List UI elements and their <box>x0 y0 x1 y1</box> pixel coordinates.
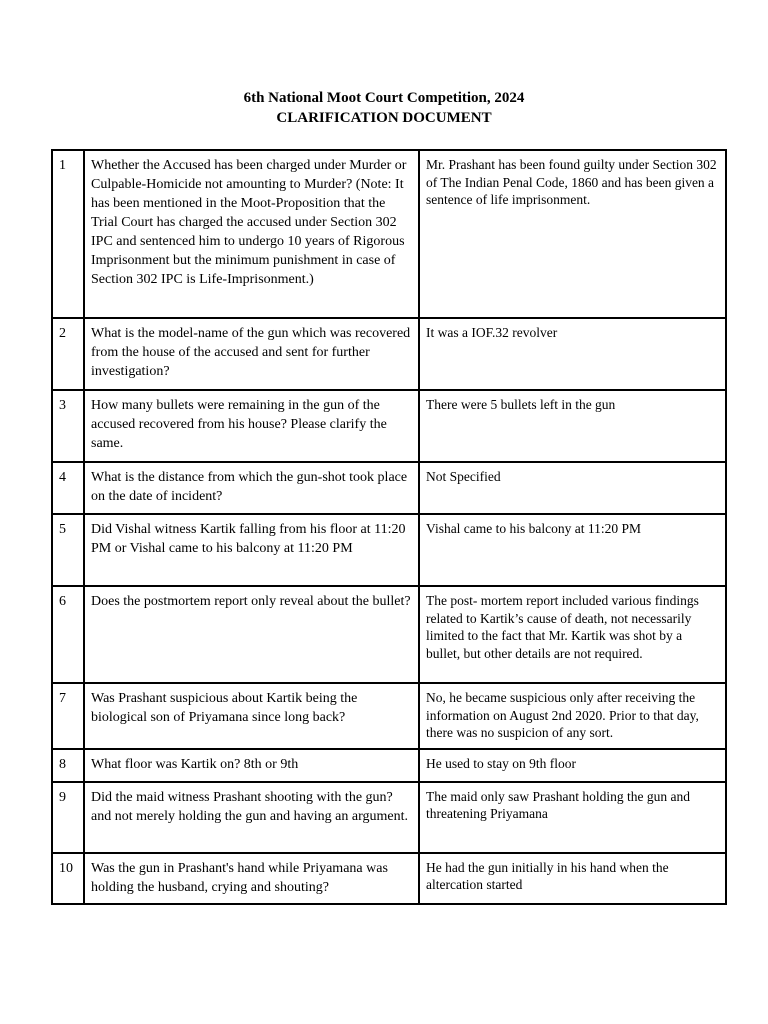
table-row <box>52 390 726 462</box>
answer-cell: There were 5 bullets left in the gun <box>419 390 726 462</box>
question-cell: How many bullets were remaining in the gun of the accused recovered from his house? Please clarify the same. <box>84 390 419 462</box>
row-number: 9 <box>52 782 84 853</box>
answer-cell: Mr. Prashant has been found guilty under Section 302 of The Indian Penal Code, 1860 and has been given a sentence of life imprisonment. <box>419 150 726 318</box>
table-row <box>52 318 726 390</box>
table-row <box>52 150 726 318</box>
row-number: 6 <box>52 586 84 683</box>
row-number: 1 <box>52 150 84 318</box>
answer-cell: Not Specified <box>419 462 726 514</box>
table-row <box>52 586 726 683</box>
question-cell: What floor was Kartik on? 8th or 9th <box>84 749 419 782</box>
clarification-table <box>51 149 727 905</box>
answer-cell: No, he became suspicious only after receiving the information on August 2nd 2020. Prior to that day, there was no suspicion of any sort. <box>419 683 726 749</box>
question-cell: Did the maid witness Prashant shooting with the gun? and not merely holding the gun and having an argument. <box>84 782 419 853</box>
question-cell: Whether the Accused has been charged under Murder or Culpable-Homicide not amounting to Murder? (Note: It has been mentioned in the Moot-Proposition that the Trial Court has charged the accused under Section 302 IPC and sentenced him to undergo 10 years of Rigorous Imprisonment but the minimum punishment in case of Section 302 IPC is Life-Imprisonment.) <box>84 150 419 318</box>
document-title: 6th National Moot Court Competition, 2024 <box>243 90 525 106</box>
table-row <box>52 749 726 782</box>
question-cell: Does the postmortem report only reveal about the bullet? <box>84 586 419 683</box>
row-number: 5 <box>52 514 84 586</box>
row-number: 2 <box>52 318 84 390</box>
answer-cell: He had the gun initially in his hand when the altercation started <box>419 853 726 904</box>
row-number: 3 <box>52 390 84 462</box>
row-number: 10 <box>52 853 84 904</box>
answer-cell: It was a IOF.32 revolver <box>419 318 726 390</box>
document-subtitle: CLARIFICATION DOCUMENT <box>276 110 492 126</box>
row-number: 4 <box>52 462 84 514</box>
table-row <box>52 683 726 749</box>
question-cell: Did Vishal witness Kartik falling from his floor at 11:20 PM or Vishal came to his balcony at 11:20 PM <box>84 514 419 586</box>
question-cell: Was the gun in Prashant's hand while Priyamana was holding the husband, crying and shouting? <box>84 853 419 904</box>
question-cell: Was Prashant suspicious about Kartik being the biological son of Priyamana since long back? <box>84 683 419 749</box>
table-row <box>52 853 726 904</box>
table-row <box>52 514 726 586</box>
row-number: 7 <box>52 683 84 749</box>
document-header <box>0 88 768 128</box>
answer-cell: He used to stay on 9th floor <box>419 749 726 782</box>
table-row <box>52 782 726 853</box>
answer-cell: The maid only saw Prashant holding the gun and threatening Priyamana <box>419 782 726 853</box>
answer-cell: Vishal came to his balcony at 11:20 PM <box>419 514 726 586</box>
question-cell: What is the distance from which the gun-shot took place on the date of incident? <box>84 462 419 514</box>
table-row <box>52 462 726 514</box>
row-number: 8 <box>52 749 84 782</box>
question-cell: What is the model-name of the gun which was recovered from the house of the accused and sent for further investigation? <box>84 318 419 390</box>
answer-cell: The post- mortem report included various findings related to Kartik’s cause of death, not necessarily limited to the fact that Mr. Kartik was shot by a bullet, but other details are not required. <box>419 586 726 683</box>
